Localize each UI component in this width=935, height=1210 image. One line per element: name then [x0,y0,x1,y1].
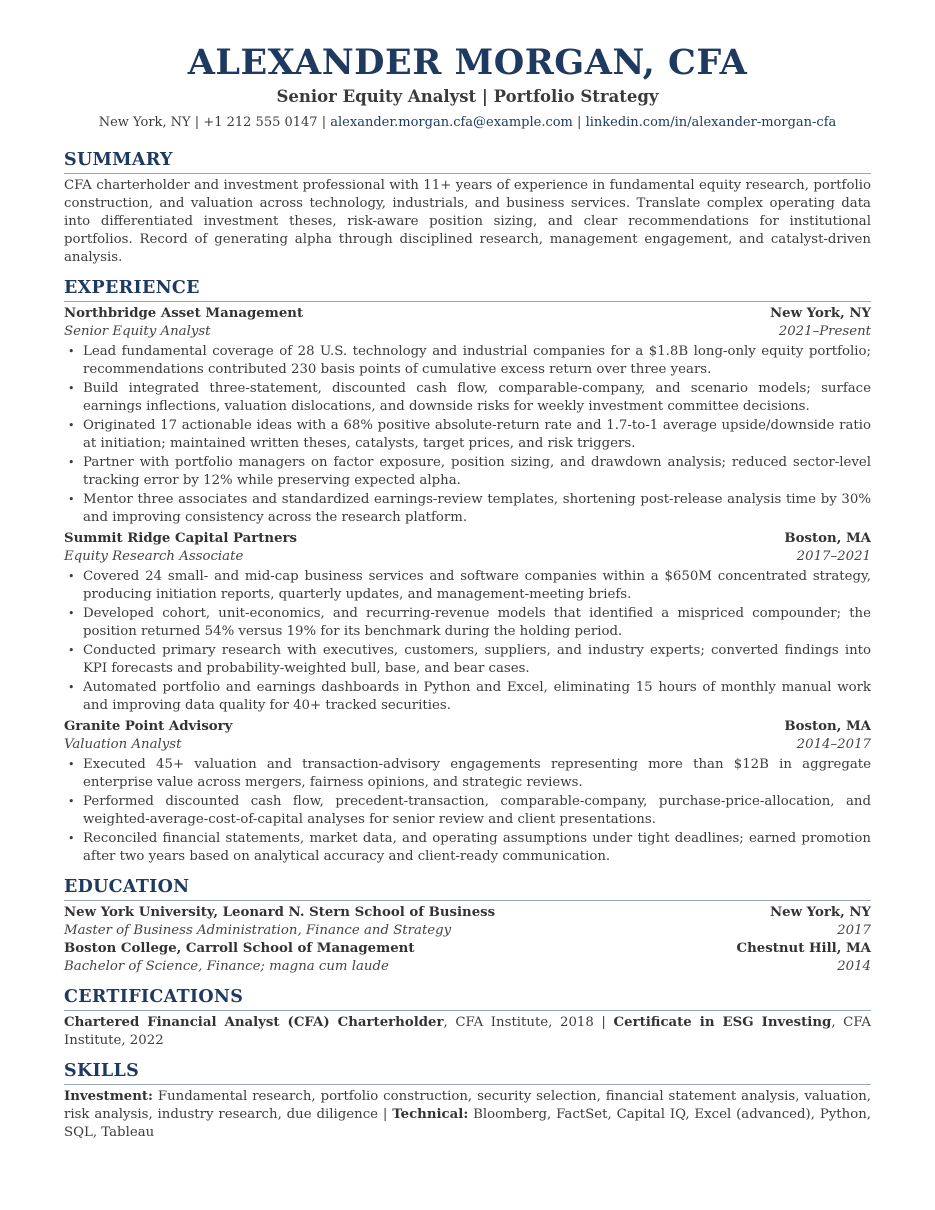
job-entry [64,530,871,715]
contact-line [64,114,871,132]
certification-detail: , CFA Institute, 2018 | [443,1015,614,1030]
job-location: Boston, MA [784,719,871,734]
experience-section [64,277,871,866]
bullet-item: • Covered 24 small- and mid-cap business services and software companies within a $650M concentrated strategy, producing initiation reports, quarterly updates, and management-meeting briefs. [64,568,871,604]
certifications-text [64,1014,871,1050]
bullet-item: • Originated 17 actionable ideas with a 68% positive absolute-return rate and 1.7-to-1 average upside/downside ratio at initiation; maintained written theses, catalysts, target prices, and risk triggers. [64,417,871,453]
bullet-item: • Reconciled financial statements, market data, and operating assumptions under tight deadlines; earned promotion after two years based on analytical accuracy and client-ready communication. [64,830,871,866]
degree: Master of Business Administration, Finance and Strategy [64,923,452,938]
skills-investment-list: Fundamental research, portfolio construction, security selection, financial statement analysis, valuation, risk analysis, industry research, due diligence | [64,1089,871,1122]
job-title: Valuation Analyst [64,737,182,752]
section-title-experience: EXPERIENCE [64,277,871,302]
education-subheader [64,958,871,976]
education-header [64,904,871,922]
bullet-item: • Mentor three associates and standardized earnings-review templates, shortening post-release analysis time by 30% and improving consistency across the research platform. [64,491,871,527]
linkedin-link[interactable]: linkedin.com/in/alexander-morgan-cfa [585,115,837,130]
separator: | [194,115,200,130]
separator: | [577,115,582,130]
summary-section [64,149,871,267]
headline: Senior Equity Analyst | Portfolio Strategy [276,87,659,106]
phone: +1 212 555 0147 [203,115,318,130]
school-location: New York, NY [769,905,871,920]
job-location: Boston, MA [784,531,871,546]
job-location: New York, NY [769,306,871,321]
email-link[interactable]: alexander.morgan.cfa@example.com [330,115,573,130]
skills-label-investment: Investment: [64,1089,153,1104]
school-name: Boston College, Carroll School of Management [64,941,415,956]
school-location: Chestnut Hill, MA [736,941,871,956]
job-subheader [64,548,871,566]
section-title-education: EDUCATION [64,876,871,901]
bullet-item: • Performed discounted cash flow, precedent-transaction, comparable-company, purchase-price-allocation, and weighted-average-cost-of-capital analyses for senior review and client presentations. [64,793,871,829]
job-subheader [64,323,871,341]
bullet-item: • Lead fundamental coverage of 28 U.S. technology and industrial companies for a $1.8B long-only equity portfolio; recommendations contributed 230 basis points of cumulative excess return over three years. [64,343,871,379]
section-title-certifications: CERTIFICATIONS [64,986,871,1011]
bullet-item: • Partner with portfolio managers on factor exposure, position sizing, and drawdown analysis; reduced sector-level tracking error by 12% while preserving expected alpha. [64,454,871,490]
skills-label-technical: Technical: [392,1107,469,1122]
section-title-summary: SUMMARY [64,149,871,174]
job-bullets [64,343,871,527]
bullet-item: • Conducted primary research with executives, customers, suppliers, and industry experts; converted findings into KPI forecasts and probability-weighted bull, base, and bear cases. [64,642,871,678]
job-title: Senior Equity Analyst [64,324,211,339]
separator: | [321,115,327,130]
section-title-skills: SKILLS [64,1060,871,1085]
education-subheader [64,922,871,940]
education-entry [64,904,871,940]
certification-name: Chartered Financial Analyst (CFA) Charterholder [64,1015,444,1030]
certification-name: Certificate in ESG Investing [613,1015,832,1030]
skills-section [64,1060,871,1142]
job-dates: 2017–2021 [796,549,871,564]
job-bullets [64,756,871,866]
job-dates: 2014–2017 [796,737,871,752]
bullet-item: • Automated portfolio and earnings dashboards in Python and Excel, eliminating 15 hours of monthly manual work and improving data quality for 40+ tracked securities. [64,679,871,715]
job-entry [64,305,871,527]
school-name: New York University, Leonard N. Stern School of Business [64,905,496,920]
job-header [64,718,871,736]
candidate-name: ALEXANDER MORGAN, CFA [187,42,748,83]
bullet-item: • Developed cohort, unit-economics, and recurring-revenue models that identified a mispriced compounder; the position returned 54% versus 19% for its benchmark during the holding period. [64,605,871,641]
location: New York, NY [98,115,191,130]
skills-technical-list: Bloomberg, FactSet, Capital IQ, Excel (advanced), Python, SQL, Tableau [64,1107,871,1140]
job-dates: 2021–Present [778,324,871,339]
bullet-item: • Executed 45+ valuation and transaction-advisory engagements representing more than $12B in aggregate enterprise value across mergers, fairness opinions, and strategic reviews. [64,756,871,792]
certifications-section [64,986,871,1050]
skills-text [64,1088,871,1142]
job-header [64,530,871,548]
summary-text: CFA charterholder and investment professional with 11+ years of experience in fundamental equity research, portfolio construction, and valuation across technology, industrials, and business services. Translate complex operating data into differentiated investment theses, risk-aware position sizing, and clear recommendations for institutional portfolios. Record of generating alpha through disciplined research, management engagement, and catalyst-driven analysis. [64,178,871,265]
job-header [64,305,871,323]
bullet-item: • Build integrated three-statement, discounted cash flow, comparable-company, and scenario models; surface earnings inflections, valuation dislocations, and downside risks for weekly investment committee decisions. [64,380,871,416]
education-entry [64,940,871,976]
company-name: Granite Point Advisory [64,719,233,734]
company-name: Northbridge Asset Management [64,306,304,321]
company-name: Summit Ridge Capital Partners [64,531,298,546]
job-entry [64,718,871,866]
graduation-year: 2014 [837,959,871,974]
degree: Bachelor of Science, Finance; magna cum laude [64,959,389,974]
job-subheader [64,736,871,754]
job-bullets [64,568,871,715]
job-title: Equity Research Associate [64,549,244,564]
certification-detail: , CFA Institute, 2022 [64,1015,871,1048]
education-section [64,876,871,976]
education-header [64,940,871,958]
graduation-year: 2017 [837,923,871,938]
